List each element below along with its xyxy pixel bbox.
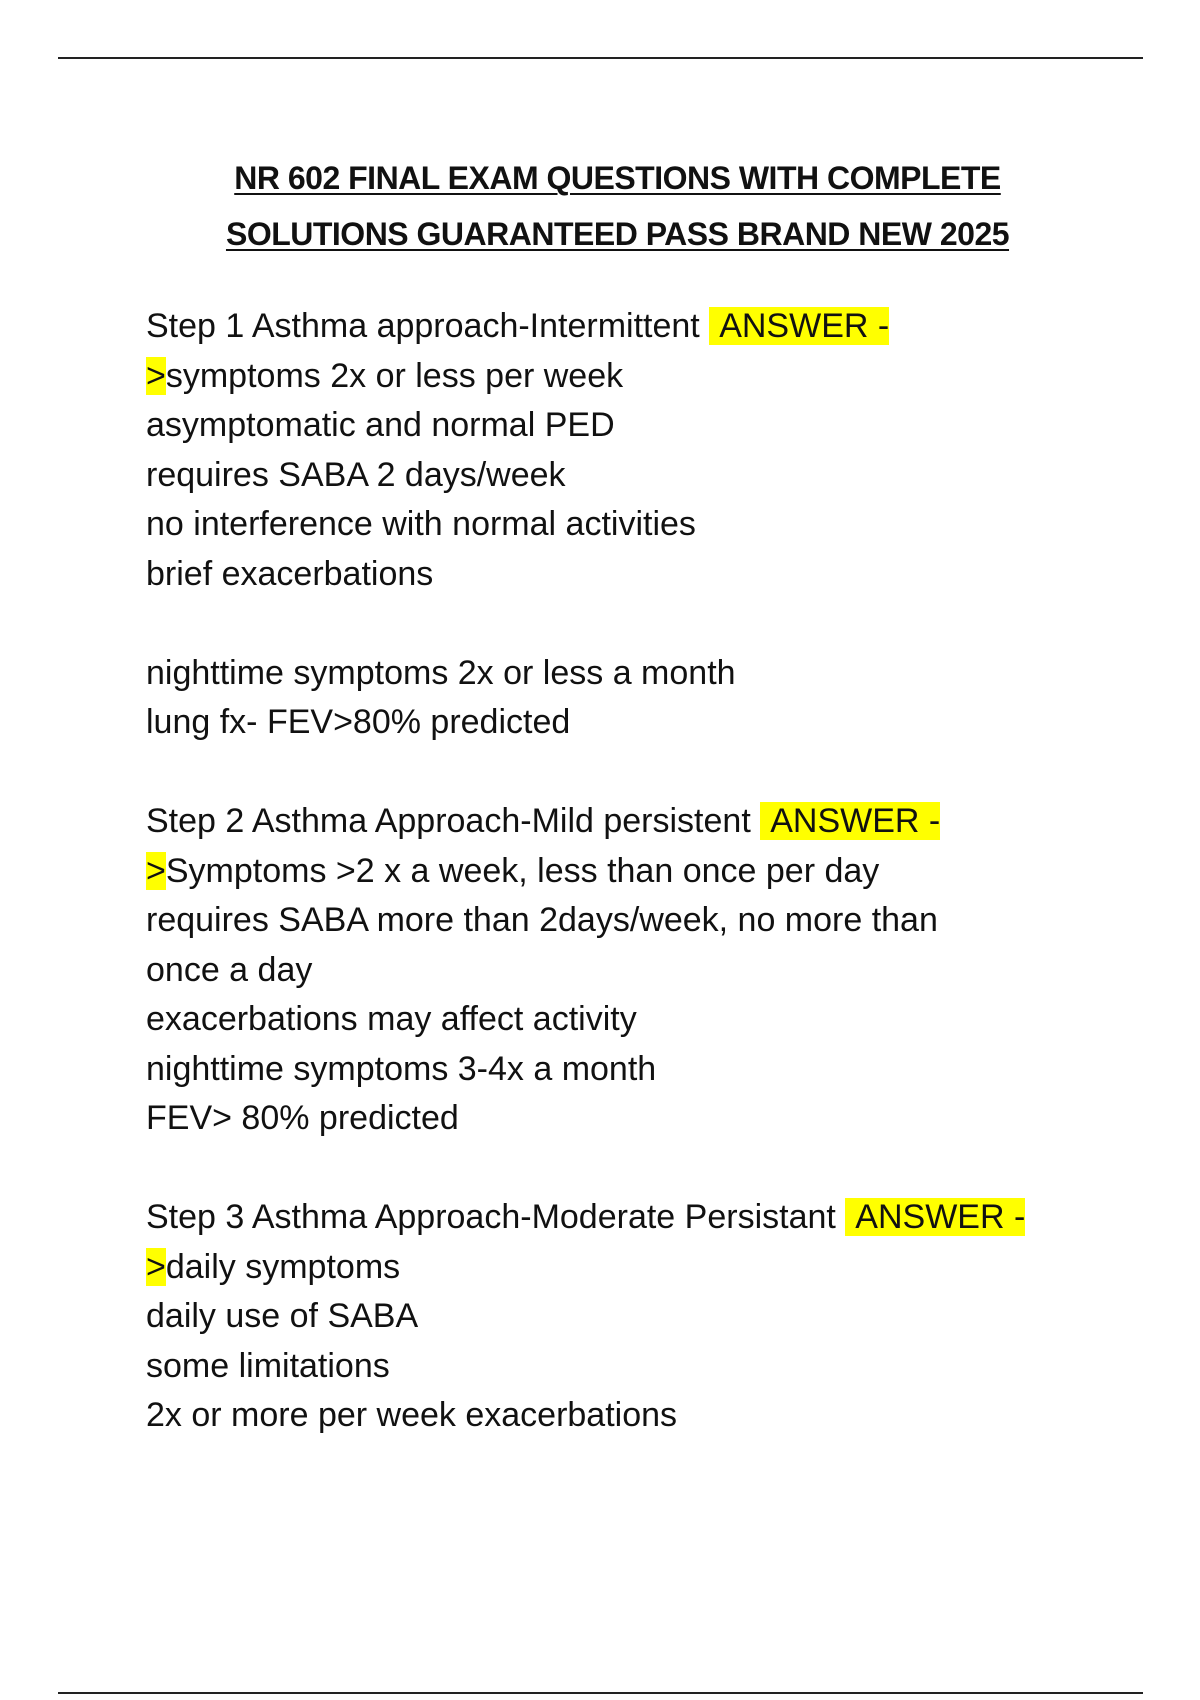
qa-section-3 [146,1193,1146,1441]
bottom-rule [58,1692,1143,1694]
blank-line [146,599,1146,649]
answer-line: brief exacerbations [146,554,434,593]
answer-line: FEV> 80% predicted [146,1099,459,1137]
answer-line: 2x or more per week exacerbations [146,1396,678,1434]
question-line [146,1193,1146,1243]
answer-label: ANSWER - [845,1198,1025,1236]
answer-arrow: > [146,851,166,890]
answer-line: no interference with normal activities [146,505,696,543]
section-gap [146,1144,1146,1194]
question-text: Step 1 Asthma approach-Intermittent [146,307,700,345]
answer-arrow: > [146,1247,166,1286]
answer-text: symptoms 2x or less per week [165,356,624,395]
answer-line: daily use of SABA [146,1297,419,1335]
answer-line: some limitations [146,1346,390,1385]
top-rule [58,57,1143,59]
answer-line [146,352,1146,402]
title-line-1: NR 602 FINAL EXAM QUESTIONS WITH COMPLETE [234,160,1001,196]
qa-section-2 [146,797,1146,1144]
answer-line: requires SABA 2 days/week [146,455,566,494]
question-text: Step 2 Asthma Approach-Mild persistent [146,802,751,840]
document-body [146,302,1146,1441]
answer-line: nighttime symptoms 2x or less a month [146,653,736,692]
title-line-2: SOLUTIONS GUARANTEED PASS BRAND NEW 2025 [225,216,1010,252]
answer-line [146,847,1146,897]
answer-text: Symptoms >2 x a week, less than once per day [165,851,880,890]
answer-line: requires SABA more than 2days/week, no more than [146,901,938,939]
qa-section-1 [146,302,1146,748]
answer-line [146,1243,1146,1293]
section-gap [146,748,1146,798]
answer-label: ANSWER - [760,802,940,840]
answer-line: asymptomatic and normal PED [146,406,615,444]
answer-line: lung fx- FEV>80% predicted [146,703,571,741]
answer-line: nighttime symptoms 3-4x a month [146,1049,657,1088]
question-line [146,302,1146,352]
question-text: Step 3 Asthma Approach-Moderate Persistant [146,1198,836,1236]
answer-arrow: > [146,356,166,395]
question-line [146,797,1146,847]
answer-label: ANSWER - [709,307,889,345]
answer-line: exacerbations may affect activity [146,1000,637,1038]
answer-text: daily symptoms [165,1247,401,1286]
answer-line: once a day [146,950,313,989]
page-title [0,150,1200,262]
